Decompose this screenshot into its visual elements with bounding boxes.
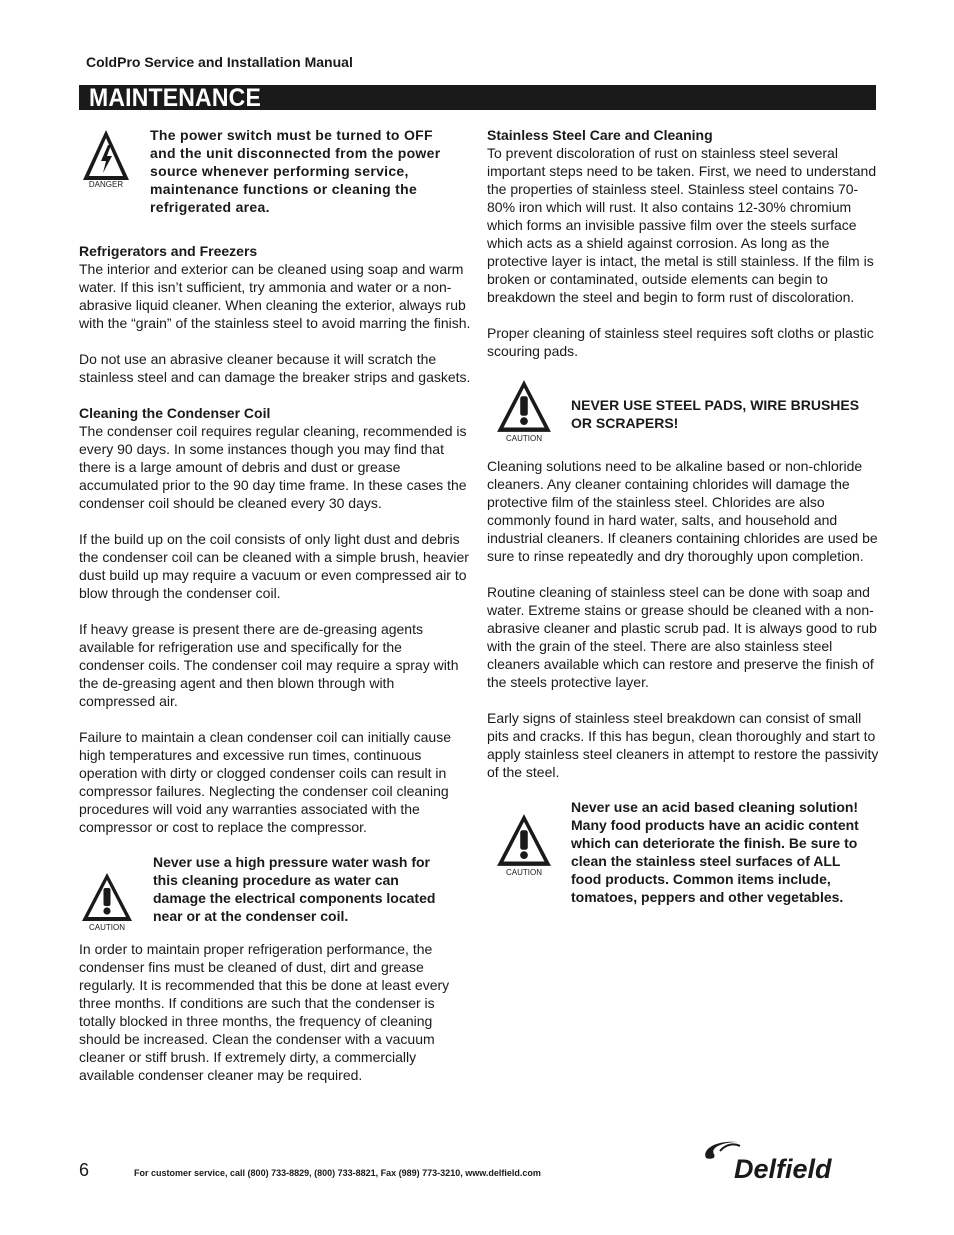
section-header-bar (79, 85, 876, 110)
caution-icon-1 (493, 378, 555, 434)
left-column (79, 126, 471, 1102)
caution-icon-wrap-2 (487, 812, 561, 877)
steel-heading: Stainless Steel Care and Cleaning (487, 127, 713, 143)
steel-paragraph-1: To prevent discoloration of rust on stainless steel several important steps need to be taken. First, we need to understand the properties of stainless steel. Stainless steel contains 70-80% iron which will rust. It also contains 12-30% chromium which forms an invisible passive film over the steels surface which acts as a shield against corrosion. As long as the protective layer is intact, the metal is still stainless. If the film is broken or contaminated, outside elements can begin to breakdown the steel and begin to form rust of discoloration. (487, 145, 877, 305)
manual-title: ColdPro Service and Installation Manual (86, 54, 353, 70)
caution-text-acid: Never use an acid based cleaning solution! Many food products have an acidic content which can deteriorate the finish. Be sure to clean the stainless steel surfaces of ALL food products. Common items include, tomatoes, peppers and other vegetables. (571, 799, 859, 905)
caution-icon-label-1: CAUTION (506, 434, 542, 443)
coil-heading: Cleaning the Condenser Coil (79, 405, 271, 421)
caution-warning-pads (487, 378, 879, 443)
logo-wordmark: Delfield (734, 1154, 832, 1184)
steel-paragraph-3: Cleaning solutions need to be alkaline based or non-chloride cleaners. Any cleaner containing chlorides will damage the protective film of the stainless steel. Chlorides are also commonly found in hard water, salts, and household and industrial cleaners. If cleaners containing chlorides are used be sure to rinse repeatedly and dry thoroughly upon completion. (487, 458, 878, 564)
danger-icon-wrap (79, 128, 133, 189)
fridge-paragraph-2: Do not use an abrasive cleaner because it will scratch the stainless steel and can damage the breaker strips and gaskets. (79, 351, 471, 385)
page-number: 6 (79, 1160, 90, 1180)
caution-icon-2 (493, 812, 555, 868)
steel-paragraph-2: Proper cleaning of stainless steel requires soft cloths or plastic scouring pads. (487, 325, 874, 359)
danger-warning (79, 126, 471, 216)
caution-icon-label-2: CAUTION (506, 868, 542, 877)
caution-icon-wrap-1 (487, 378, 561, 443)
steel-paragraph-5: Early signs of stainless steel breakdown can consist of small pits and cracks. If this has begun, clean thoroughly and start to apply stainless steel cleaners in attempt to restore the passivity of the steel. (487, 710, 879, 780)
caution-icon-wrap (79, 871, 135, 932)
danger-icon-label: DANGER (88, 180, 124, 189)
coil-paragraph-1: The condenser coil requires regular cleaning, recommended is every 90 days. In some instances though you may find that there is a large amount of debris and dust or grease accumulated prior to the 90 day time frame. In these cases the condenser coil should be cleaned every 30 days. (79, 423, 467, 511)
delfield-logo (700, 1138, 878, 1184)
coil-paragraph-3: If heavy grease is present there are de-greasing agents available for refrigeration use and specifically for the condenser coils. The condenser coil may require a spray with the de-greasing agent and then blown through with compressed air. (79, 621, 459, 709)
caution-text-pressure: Never use a high pressure water wash for this cleaning procedure as water can damage the electrical components located near or at the condenser coil. (153, 854, 436, 924)
coil-paragraph-5: In order to maintain proper refrigeration performance, the condenser fins must be cleaned of dust, dirt and grease regularly. It is recommended that this be done at least every three months. If conditions are such that the condenser is totally blocked in three months, the frequency of cleaning should be increased. Clean the condenser with a vacuum cleaner or stiff brush. If extremely dirty, a commercially available condenser cleaner may be required. (79, 941, 450, 1083)
coil-paragraph-2: If the build up on the coil consists of only light dust and debris the condenser coil can be cleaned with a simple brush, heavier dust build up may require a vacuum or even compressed air to blow through the condenser coil. (79, 531, 469, 601)
section-title: MAINTENANCE (89, 84, 261, 112)
caution-icon (80, 871, 134, 923)
customer-service-note: For customer service, call (800) 733-8829, (800) 733-8821, Fax (989) 773-3210, www.delfield.com (134, 1168, 541, 1178)
coil-paragraph-4: Failure to maintain a clean condenser coil can initially cause high temperatures and excessive run times, continuous operation with dirty or clogged condenser coils can result in compressor failures. Neglecting the condenser coil cleaning procedures will void any warranties associated with the compressor or cost to replace the compressor. (79, 729, 451, 835)
caution-warning-acid (487, 798, 879, 906)
caution-text-pads: NEVER USE STEEL PADS, WIRE BRUSHES OR SCRAPERS! (571, 397, 860, 431)
fridge-paragraph-1: The interior and exterior can be cleaned using soap and warm water. If this isn’t sufficient, try ammonia and water or a non-abrasive liquid cleaner. When cleaning the exterior, always rub with the “grain” of the stainless steel to avoid marring the finish. (79, 261, 471, 331)
danger-icon (81, 128, 131, 182)
steel-paragraph-4: Routine cleaning of stainless steel can be done with soap and water. Extreme stains or grease should be cleaned with a non-abrasive cleaner and plastic scrub pad. It is always good to rub with the grain of the steel. There are also stainless steel cleaners available which can restore and preserve the finish of the steels protective layer. (487, 584, 877, 690)
caution-warning-pressure (79, 853, 471, 932)
fridge-heading: Refrigerators and Freezers (79, 243, 258, 259)
danger-text: The power switch must be turned to OFF and the unit disconnected from the power source whenever performing service, maintenance functions or cleaning the refrigerated area. (150, 127, 441, 215)
caution-icon-label: CAUTION (89, 923, 125, 932)
right-column (487, 126, 879, 906)
